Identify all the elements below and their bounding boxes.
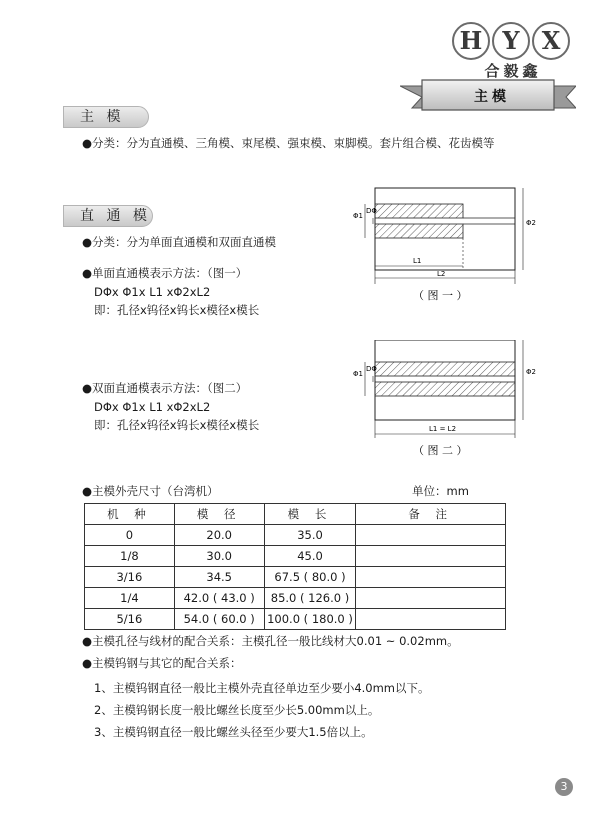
cell-length: 100.0 ( 180.0 )	[264, 609, 356, 630]
cell-remark	[356, 567, 506, 588]
table-row	[85, 609, 506, 630]
fig1-phi2-label: Φ2	[526, 219, 536, 227]
cell-length: 45.0	[264, 546, 356, 567]
cell-machine: 5/16	[85, 609, 175, 630]
tungsten-relation-heading: ●主模钨钢与其它的配合关系：	[82, 656, 242, 670]
fig1-phi1-label: Φ1	[353, 212, 363, 220]
double-mold-meaning: 即：孔径x钨径x钨长x模径x模长	[94, 418, 260, 432]
cell-length: 85.0 ( 126.0 )	[264, 588, 356, 609]
cell-remark	[356, 525, 506, 546]
cell-machine: 3/16	[85, 567, 175, 588]
company-logo	[452, 22, 580, 60]
fig2-phi2-label: Φ2	[526, 368, 536, 376]
tungsten-relation-item-2: 2、主模钨钢长度一般比螺丝长度至少长5.00mm以上。	[94, 703, 380, 717]
cell-diameter: 34.5	[174, 567, 264, 588]
main-mold-classification: ●分类：分为直通模、三角模、束尾模、强束模、束脚模。套片组合模、花齿模等	[82, 136, 495, 150]
table-row	[85, 567, 506, 588]
straight-mold-classification: ●分类：分为单面直通模和双面直通模	[82, 235, 277, 249]
single-mold-meaning: 即：孔径x钨径x钨长x模径x模长	[94, 303, 260, 317]
cell-machine: 1/8	[85, 546, 175, 567]
fig2-l1-l2-label: L1 = L2	[429, 425, 457, 433]
single-mold-heading: ●单面直通模表示方法：（图一）	[82, 266, 248, 280]
fig1-dphi-label: DΦ	[366, 207, 377, 215]
shell-size-heading: ●主模外壳尺寸（台湾机）	[82, 484, 219, 498]
fig2-phi1-label: Φ1	[353, 370, 363, 378]
cell-length: 67.5 ( 80.0 )	[264, 567, 356, 588]
tungsten-relation-item-3: 3、主模钨钢直径一般比螺丝头径至少要大1.5倍以上。	[94, 725, 373, 739]
tungsten-relation-item-1: 1、主模钨钢直径一般比主模外壳直径单边至少要小4.0mm以下。	[94, 681, 430, 695]
ribbon-title: 主模	[474, 89, 510, 105]
double-mold-heading: ●双面直通模表示方法：（图二）	[82, 381, 248, 395]
logo-letter-x: X	[532, 22, 570, 60]
table-row	[85, 588, 506, 609]
logo-chinese-name: 合毅鑫	[484, 62, 542, 80]
header-machine-type: 机 种	[85, 504, 175, 525]
hole-wire-relation: ●主模孔径与线材的配合关系：主模孔径一般比线材大0.01 ~ 0.02mm。	[82, 634, 459, 648]
cell-length: 35.0	[264, 525, 356, 546]
fig2-dphi-label: DΦ	[366, 365, 377, 373]
cell-diameter: 54.0 ( 60.0 )	[174, 609, 264, 630]
logo-letter-h: H	[452, 22, 490, 60]
logo-letter-y: Y	[492, 22, 530, 60]
double-mold-formula: DΦx Φ1x L1 xΦ2xL2	[94, 400, 211, 414]
shell-size-table	[84, 503, 506, 630]
single-mold-formula: DΦx Φ1x L1 xΦ2xL2	[94, 285, 211, 299]
page-number: 3	[555, 778, 573, 796]
cell-diameter: 20.0	[174, 525, 264, 546]
table-header-row	[85, 504, 506, 525]
section-tab-straight-mold: 直 通 模	[63, 205, 153, 227]
unit-label: 单位：mm	[412, 484, 469, 498]
fig1-caption: （ 图 一 ）	[413, 289, 468, 302]
cell-diameter: 30.0	[174, 546, 264, 567]
header-remarks: 备 注	[356, 504, 506, 525]
header-mold-length: 模 长	[264, 504, 356, 525]
fig2-caption: （ 图 二 ）	[413, 444, 468, 457]
cell-remark	[356, 546, 506, 567]
fig1-l2-label: L2	[437, 270, 446, 278]
table-row	[85, 525, 506, 546]
fig1-l1-label: L1	[413, 257, 422, 265]
cell-machine: 1/4	[85, 588, 175, 609]
table-row	[85, 546, 506, 567]
cell-remark	[356, 588, 506, 609]
cell-remark	[356, 609, 506, 630]
cell-diameter: 42.0 ( 43.0 )	[174, 588, 264, 609]
header-mold-diameter: 模 径	[174, 504, 264, 525]
section-tab-main-mold: 主 模	[63, 106, 149, 128]
figure-1-single-straight-mold	[345, 180, 545, 305]
figure-2-double-straight-mold	[345, 340, 545, 462]
cell-machine: 0	[85, 525, 175, 546]
